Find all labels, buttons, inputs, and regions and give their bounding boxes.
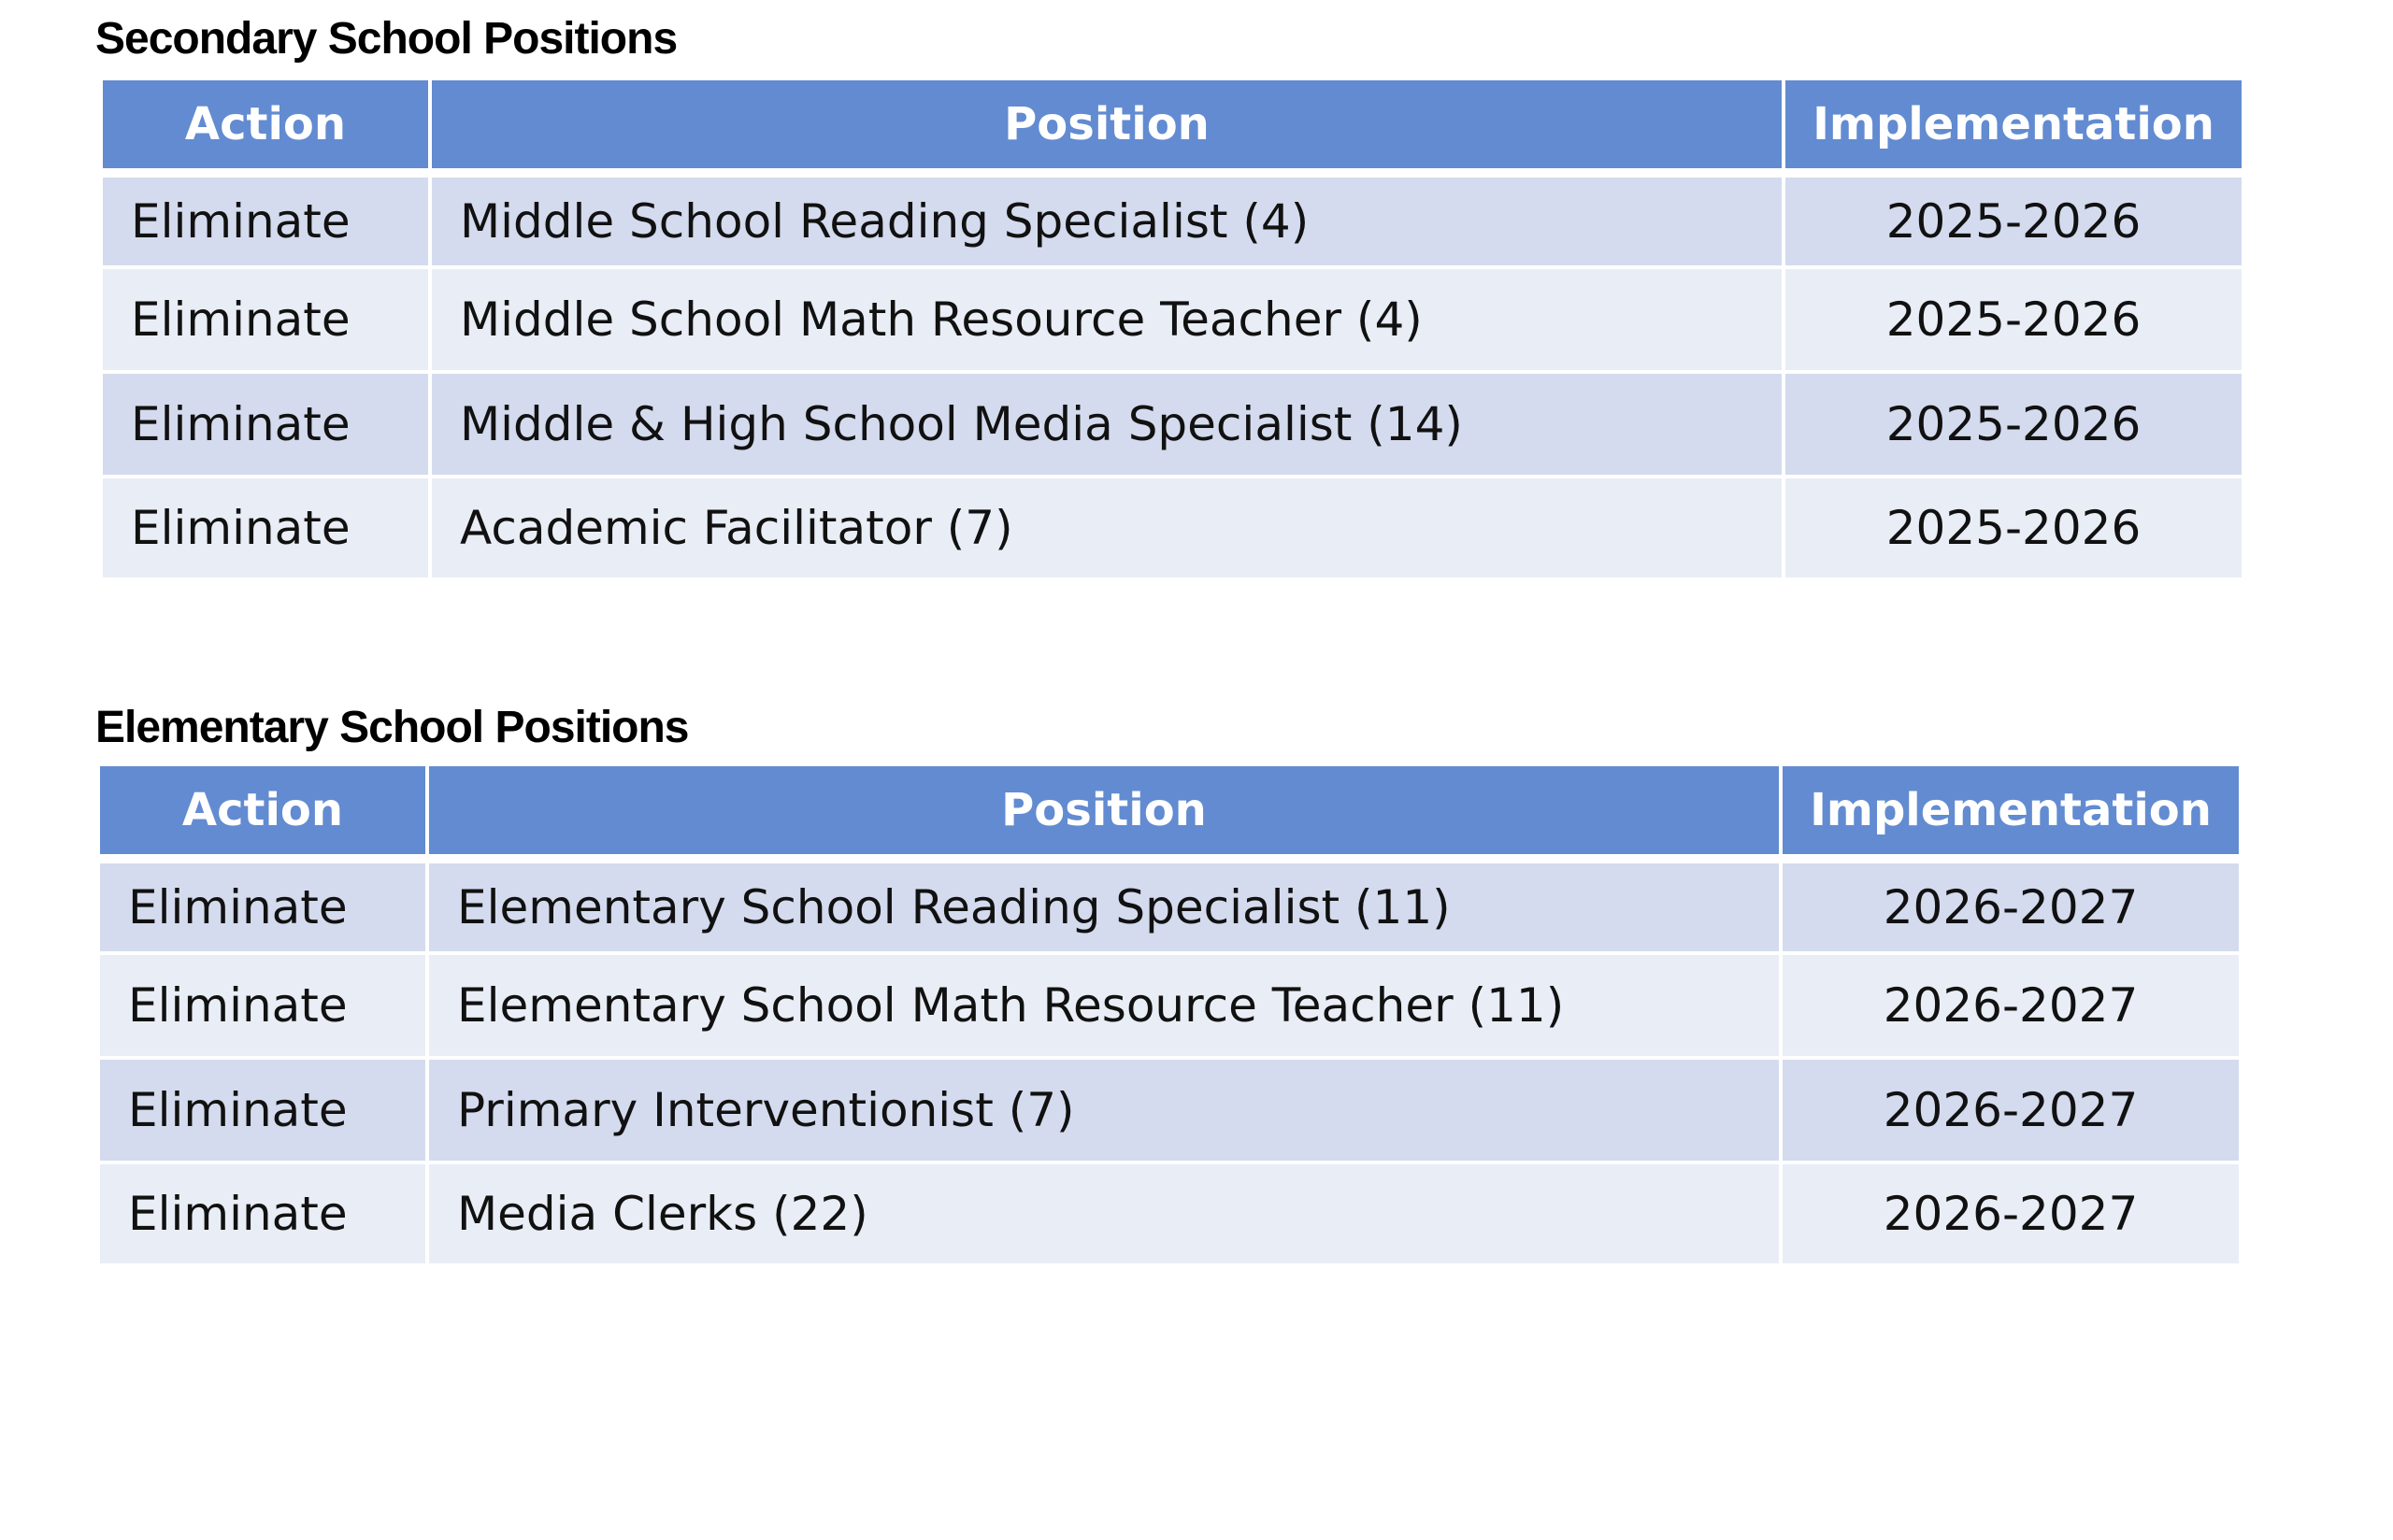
secondary-section-title: Secondary School Positions [95,14,678,64]
table-cell-implementation: 2025-2026 [1785,269,2242,374]
table-cell-implementation: 2026-2027 [1783,863,2239,955]
table-cell-position: Media Clerks (22) [429,1164,1779,1267]
column-header-implementation: Implementation [1785,80,2242,168]
table-cell-action: Eliminate [100,1164,425,1267]
table-cell-action: Eliminate [103,178,428,269]
table-cell-action: Eliminate [100,1060,425,1164]
table-cell-implementation: 2026-2027 [1783,955,2239,1060]
table-cell-position: Primary Interventionist (7) [429,1060,1779,1164]
secondary-positions-table [103,80,2242,581]
table-cell-action: Eliminate [103,374,428,478]
table-cell-implementation: 2025-2026 [1785,478,2242,581]
elementary-positions-table [100,766,2239,1267]
column-header-action: Action [100,766,425,854]
table-cell-action: Eliminate [100,863,425,955]
table-cell-position: Elementary School Math Resource Teacher (11) [429,955,1779,1060]
table-cell-position: Middle School Math Resource Teacher (4) [432,269,1782,374]
table-cell-implementation: 2026-2027 [1783,1060,2239,1164]
table-cell-implementation: 2025-2026 [1785,178,2242,269]
table-cell-action: Eliminate [100,955,425,1060]
table-cell-position: Middle & High School Media Specialist (14) [432,374,1782,478]
table-cell-implementation: 2026-2027 [1783,1164,2239,1267]
table-cell-position: Elementary School Reading Specialist (11) [429,863,1779,955]
table-cell-action: Eliminate [103,269,428,374]
column-header-position: Position [429,766,1779,854]
table-cell-position: Middle School Reading Specialist (4) [432,178,1782,269]
column-header-position: Position [432,80,1782,168]
table-cell-implementation: 2025-2026 [1785,374,2242,478]
table-cell-action: Eliminate [103,478,428,581]
column-header-implementation: Implementation [1783,766,2239,854]
table-cell-position: Academic Facilitator (7) [432,478,1782,581]
column-header-action: Action [103,80,428,168]
elementary-section-title: Elementary School Positions [95,703,689,752]
